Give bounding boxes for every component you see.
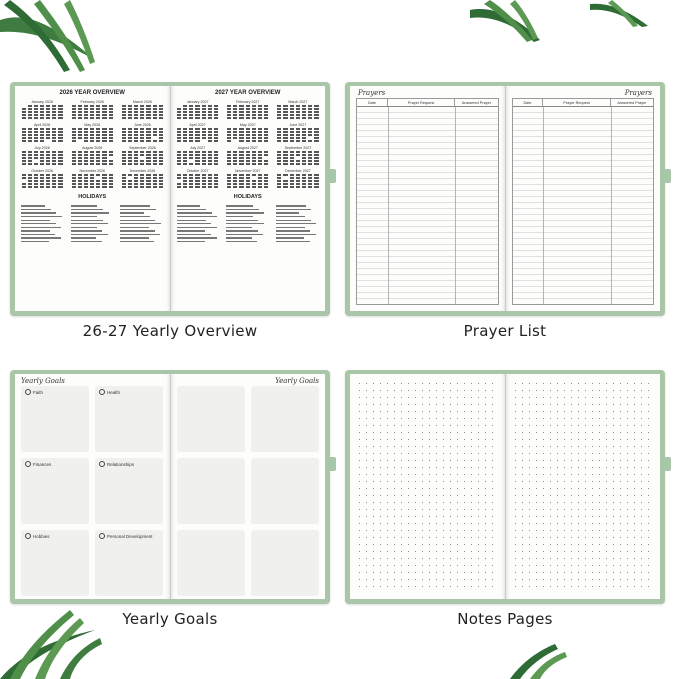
dot-grid-page-right bbox=[506, 374, 661, 599]
month-calendar bbox=[21, 100, 63, 119]
yearly-goals-title-left: Yearly Goals bbox=[21, 377, 65, 385]
month-name: April 2027 bbox=[189, 123, 206, 127]
holidays-title-2026: HOLIDAYS bbox=[78, 194, 107, 200]
notes-pages-planner bbox=[345, 370, 665, 604]
month-calendar bbox=[177, 146, 219, 165]
palm-leaf-top-right-icon bbox=[590, 0, 650, 28]
month-name: June 2026 bbox=[134, 123, 151, 127]
month-calendar bbox=[177, 123, 219, 142]
goal-health: Health bbox=[99, 389, 120, 395]
column-answered-prayer: Answered Prayer bbox=[461, 100, 491, 105]
people-icon bbox=[99, 461, 105, 467]
month-name: November 2026 bbox=[79, 169, 106, 173]
palm-leaf-top-left-icon bbox=[0, 0, 110, 80]
holidays-title-2027: HOLIDAYS bbox=[233, 194, 262, 200]
month-name: September 2026 bbox=[129, 146, 156, 150]
goal-personal-development: Personal Development bbox=[99, 533, 153, 539]
month-calendar bbox=[277, 169, 319, 188]
growth-icon bbox=[99, 533, 105, 539]
heart-icon bbox=[99, 389, 105, 395]
year-overview-title-2027: 2027 YEAR OVERVIEW bbox=[215, 90, 281, 96]
prayer-rows-left bbox=[357, 107, 498, 304]
goal-hobbies: Hobbies bbox=[25, 533, 50, 539]
month-calendar bbox=[177, 169, 219, 188]
goal-finances: Finances bbox=[25, 461, 51, 467]
month-name: July 2026 bbox=[34, 146, 50, 150]
prayer-rows-right bbox=[513, 107, 654, 304]
month-calendar bbox=[121, 169, 163, 188]
month-name: February 2026 bbox=[80, 100, 104, 104]
calendar-2027-page bbox=[171, 86, 326, 311]
month-name: December 2026 bbox=[129, 169, 156, 173]
goals-page-right bbox=[171, 374, 326, 599]
elastic-closure bbox=[659, 169, 671, 183]
months-grid-2027 bbox=[171, 96, 326, 188]
month-calendar bbox=[227, 100, 269, 119]
caption-yearly-goals: Yearly Goals bbox=[122, 610, 218, 628]
month-name: June 2027 bbox=[289, 123, 307, 127]
goal-relationships: Relationships bbox=[99, 461, 134, 467]
month-name: October 2026 bbox=[31, 169, 53, 173]
month-name: April 2026 bbox=[33, 123, 51, 127]
prayer-page-right bbox=[506, 86, 661, 311]
month-calendar bbox=[227, 169, 269, 188]
prayer-table-right bbox=[512, 98, 655, 305]
coin-icon bbox=[25, 461, 31, 467]
month-calendar bbox=[277, 100, 319, 119]
caption-prayer-list: Prayer List bbox=[463, 322, 547, 340]
cross-icon bbox=[25, 389, 31, 395]
dot-grid-page-left bbox=[350, 374, 506, 599]
month-calendar bbox=[227, 123, 269, 142]
goal-faith: Faith bbox=[25, 389, 43, 395]
yearly-overview-planner bbox=[10, 82, 330, 316]
calendar-2026-page bbox=[15, 86, 171, 311]
month-name: March 2026 bbox=[132, 100, 152, 104]
prayer-page-left bbox=[350, 86, 506, 311]
month-calendar bbox=[21, 169, 63, 188]
month-name: March 2027 bbox=[288, 100, 308, 104]
month-calendar bbox=[71, 146, 113, 165]
palette-icon bbox=[25, 533, 31, 539]
month-name: January 2027 bbox=[186, 100, 209, 104]
month-calendar bbox=[21, 123, 63, 142]
month-name: February 2027 bbox=[236, 100, 260, 104]
month-calendar bbox=[177, 100, 219, 119]
palm-leaf-top-center-icon bbox=[470, 0, 550, 45]
month-name: July 2027 bbox=[189, 146, 206, 150]
caption-yearly-overview: 26-27 Yearly Overview bbox=[82, 322, 258, 340]
month-calendar bbox=[121, 100, 163, 119]
prayers-title-right: Prayers bbox=[624, 89, 652, 97]
month-name: August 2026 bbox=[82, 146, 103, 150]
month-calendar bbox=[121, 146, 163, 165]
column-date: Date bbox=[513, 99, 544, 106]
elastic-closure bbox=[659, 457, 671, 471]
column-date: Date bbox=[357, 99, 388, 106]
month-name: January 2026 bbox=[31, 100, 53, 104]
month-name: May 2026 bbox=[84, 123, 101, 127]
column-answered-prayer: Answered Prayer bbox=[617, 100, 647, 105]
month-name: May 2027 bbox=[239, 123, 256, 127]
palm-leaf-bottom-right-icon bbox=[500, 640, 570, 679]
month-name: December 2027 bbox=[285, 169, 311, 173]
prayer-table-left bbox=[356, 98, 499, 305]
holidays-list-2026 bbox=[15, 200, 170, 248]
month-name: November 2027 bbox=[234, 169, 261, 173]
caption-notes-pages: Notes Pages bbox=[457, 610, 553, 628]
column-prayer-request: Prayer Request bbox=[543, 99, 610, 106]
month-calendar bbox=[71, 169, 113, 188]
month-name: September 2027 bbox=[284, 146, 312, 150]
prayer-list-planner bbox=[345, 82, 665, 316]
month-calendar bbox=[277, 146, 319, 165]
month-name: August 2027 bbox=[237, 146, 258, 150]
holidays-list-2027 bbox=[171, 200, 326, 248]
month-name: October 2027 bbox=[186, 169, 209, 173]
column-prayer-request: Prayer Request bbox=[388, 99, 455, 106]
goals-page-left bbox=[15, 374, 171, 599]
prayers-title-left: Prayers bbox=[358, 89, 386, 97]
months-grid-2026 bbox=[15, 96, 170, 188]
month-calendar bbox=[71, 100, 113, 119]
elastic-closure bbox=[324, 169, 336, 183]
month-calendar bbox=[121, 123, 163, 142]
month-calendar bbox=[227, 146, 269, 165]
month-calendar bbox=[277, 123, 319, 142]
yearly-goals-title-right: Yearly Goals bbox=[275, 377, 319, 385]
year-overview-title-2026: 2026 YEAR OVERVIEW bbox=[59, 90, 125, 96]
yearly-goals-planner bbox=[10, 370, 330, 604]
elastic-closure bbox=[324, 457, 336, 471]
month-calendar bbox=[71, 123, 113, 142]
month-calendar bbox=[21, 146, 63, 165]
